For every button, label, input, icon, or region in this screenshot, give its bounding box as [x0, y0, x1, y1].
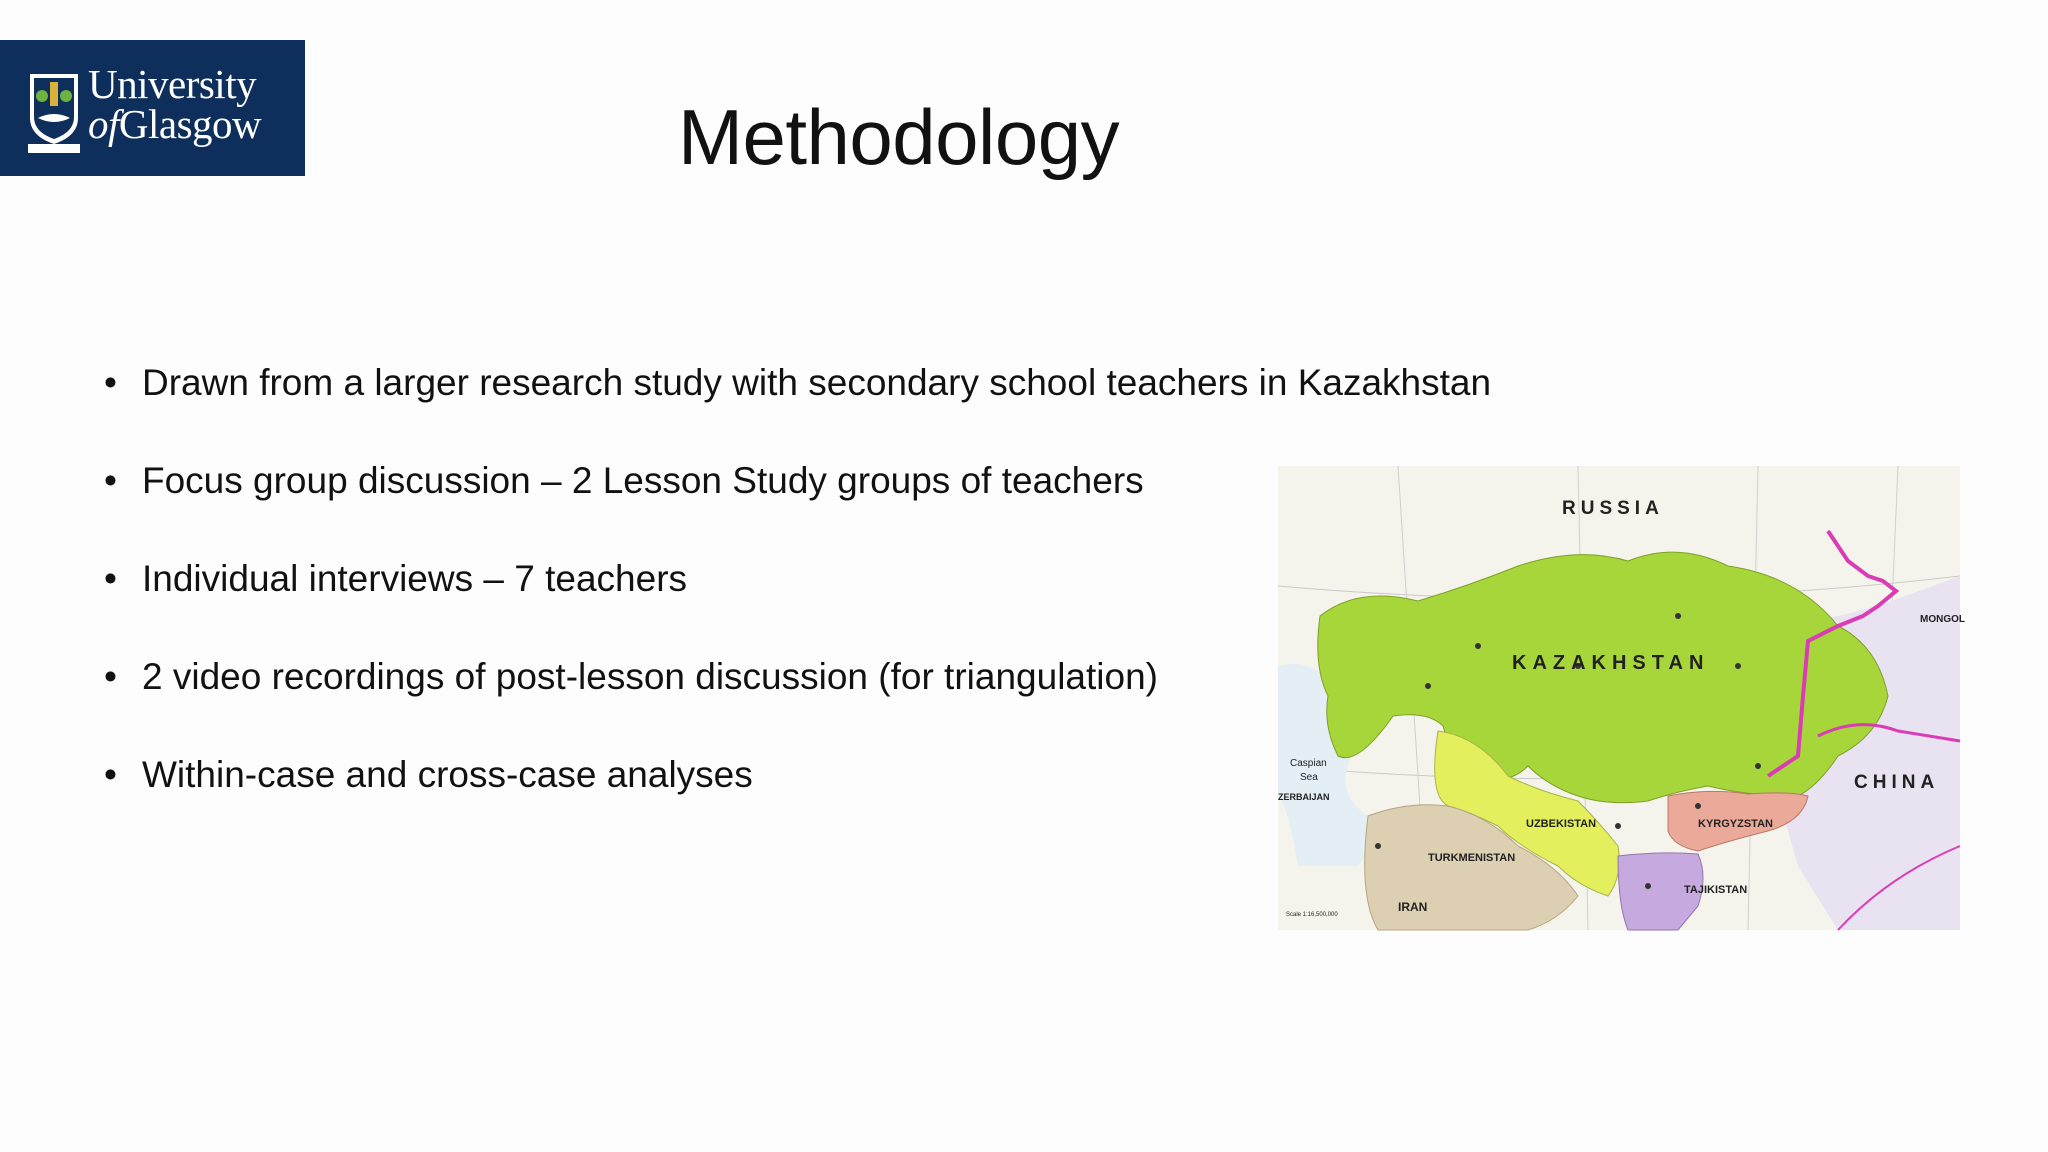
bullet-text: Focus group discussion – 2 Lesson Study groups of teachers [142, 460, 1144, 501]
logo-glasgow: Glasgow [118, 101, 262, 147]
bullet-dot: • [104, 558, 117, 599]
bullet-dot: • [104, 362, 117, 403]
map-graphic [1278, 466, 1960, 930]
kazakhstan-map [1278, 466, 1965, 930]
map-label-kazakhstan: KAZAKHSTAN [1512, 652, 1710, 674]
university-logo [0, 40, 305, 176]
bullet-text: Individual interviews – 7 teachers [142, 558, 688, 599]
bullet-dot: • [104, 754, 117, 795]
bullet-text: 2 video recordings of post-lesson discussion (for triangulation) [142, 656, 1158, 697]
logo-line-glasgow [88, 101, 262, 147]
crest-icon [0, 40, 90, 176]
logo-line-university: University [88, 61, 257, 107]
bullet-item [100, 358, 1491, 456]
map-label-iran: IRAN [1398, 900, 1428, 914]
map-label-russia: RUSSIA [1562, 498, 1664, 519]
bullet-text: Drawn from a larger research study with secondary school teachers in Kazakhstan [142, 362, 1492, 403]
map-label-caspian: Caspian [1290, 758, 1327, 769]
bullet-dot: • [104, 460, 117, 501]
bullet-text: Within-case and cross-case analyses [142, 754, 753, 795]
map-label-uzbekistan: UZBEKISTAN [1526, 818, 1597, 830]
map-scale-text: Scale 1:16,500,000 [1286, 912, 1338, 918]
map-label-kyrgyzstan: KYRGYZSTAN [1698, 818, 1773, 830]
map-label-azerbaijan: ZERBAIJAN [1278, 792, 1330, 802]
logo-of: of [88, 101, 119, 147]
bullet-dot: • [104, 656, 117, 697]
map-label-turkmenistan: TURKMENISTAN [1428, 852, 1516, 864]
map-label-tajikistan: TAJIKISTAN [1684, 884, 1748, 896]
map-label-china: CHINA [1854, 772, 1940, 793]
map-label-sea: Sea [1300, 772, 1318, 783]
logo-wordmark [88, 61, 262, 147]
slide-title: Methodology [678, 93, 1120, 181]
map-label-mongolia: MONGOL [1920, 614, 1965, 625]
